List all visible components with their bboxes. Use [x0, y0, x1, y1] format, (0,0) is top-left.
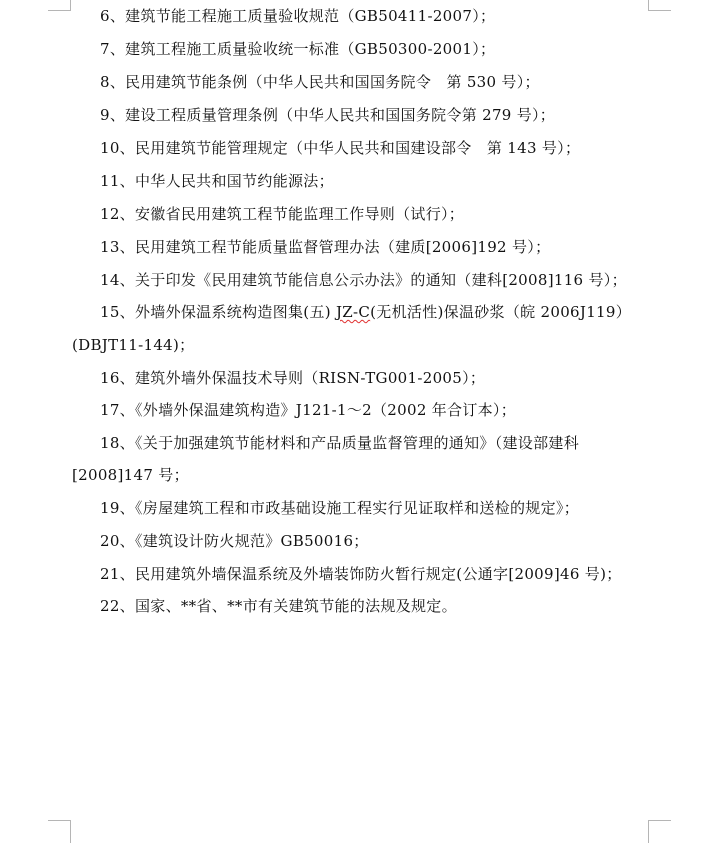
reference-item-15-text-cont: (无机活性)保温砂浆（皖 2006J119）: [370, 303, 632, 321]
reference-item-18: 18、《关于加强建筑节能材料和产品质量监督管理的通知》（建设部建科: [100, 434, 579, 452]
reference-item-21: 21、民用建筑外墙保温系统及外墙装饰防火暂行规定(公通字[2009]46 号)；: [100, 565, 622, 583]
reference-item-11: 11、中华人民共和国节约能源法；: [100, 172, 334, 190]
reference-item-17: 17、《外墙外保温建筑构造》J121-1～2（2002 年合订本）；: [100, 401, 517, 419]
page-corner-mark: [648, 820, 671, 843]
reference-item-20: 20、《建筑设计防火规范》GB50016；: [100, 532, 369, 550]
reference-item-7: 7、建筑工程施工质量验收统一标准（GB50300-2001）；: [100, 40, 496, 58]
page-corner-mark: [48, 820, 71, 843]
reference-item-22: 22、国家、**省、**市有关建筑节能的法规及规定。: [100, 597, 457, 615]
reference-item-8: 8、民用建筑节能条例（中华人民共和国国务院令 第 530 号）；: [100, 73, 540, 91]
reference-item-15: [100, 302, 631, 322]
reference-item-16: 16、建筑外墙外保温技术导则（RISN-TG001-2005）；: [100, 369, 486, 387]
reference-item-13: 13、民用建筑工程节能质量监督管理办法（建质[2006]192 号）；: [100, 238, 551, 256]
page-corner-mark: [48, 0, 71, 11]
spellcheck-marked-text[interactable]: JZ-C: [335, 303, 371, 321]
page-corner-mark: [648, 0, 671, 11]
reference-item-9: 9、建设工程质量管理条例（中华人民共和国国务院令第 279 号）；: [100, 106, 556, 124]
reference-item-12: 12、安徽省民用建筑工程节能监理工作导则（试行）；: [100, 205, 465, 223]
reference-item-15-text: 15、外墙外保温系统构造图集(五): [100, 303, 336, 321]
reference-item-10: 10、民用建筑节能管理规定（中华人民共和国建设部令 第 143 号）；: [100, 139, 581, 157]
reference-item-19: 19、《房屋建筑工程和市政基础设施工程实行见证取样和送检的规定》；: [100, 499, 579, 517]
reference-item-18-continued: [2008]147 号；: [72, 466, 189, 484]
reference-item-15-continued: (DBJT11-144)；: [72, 336, 195, 354]
reference-item-14: 14、关于印发《民用建筑节能信息公示办法》的通知（建科[2008]116 号）；: [100, 271, 627, 289]
reference-item-6: 6、建筑节能工程施工质量验收规范（GB50411-2007）；: [100, 7, 496, 25]
